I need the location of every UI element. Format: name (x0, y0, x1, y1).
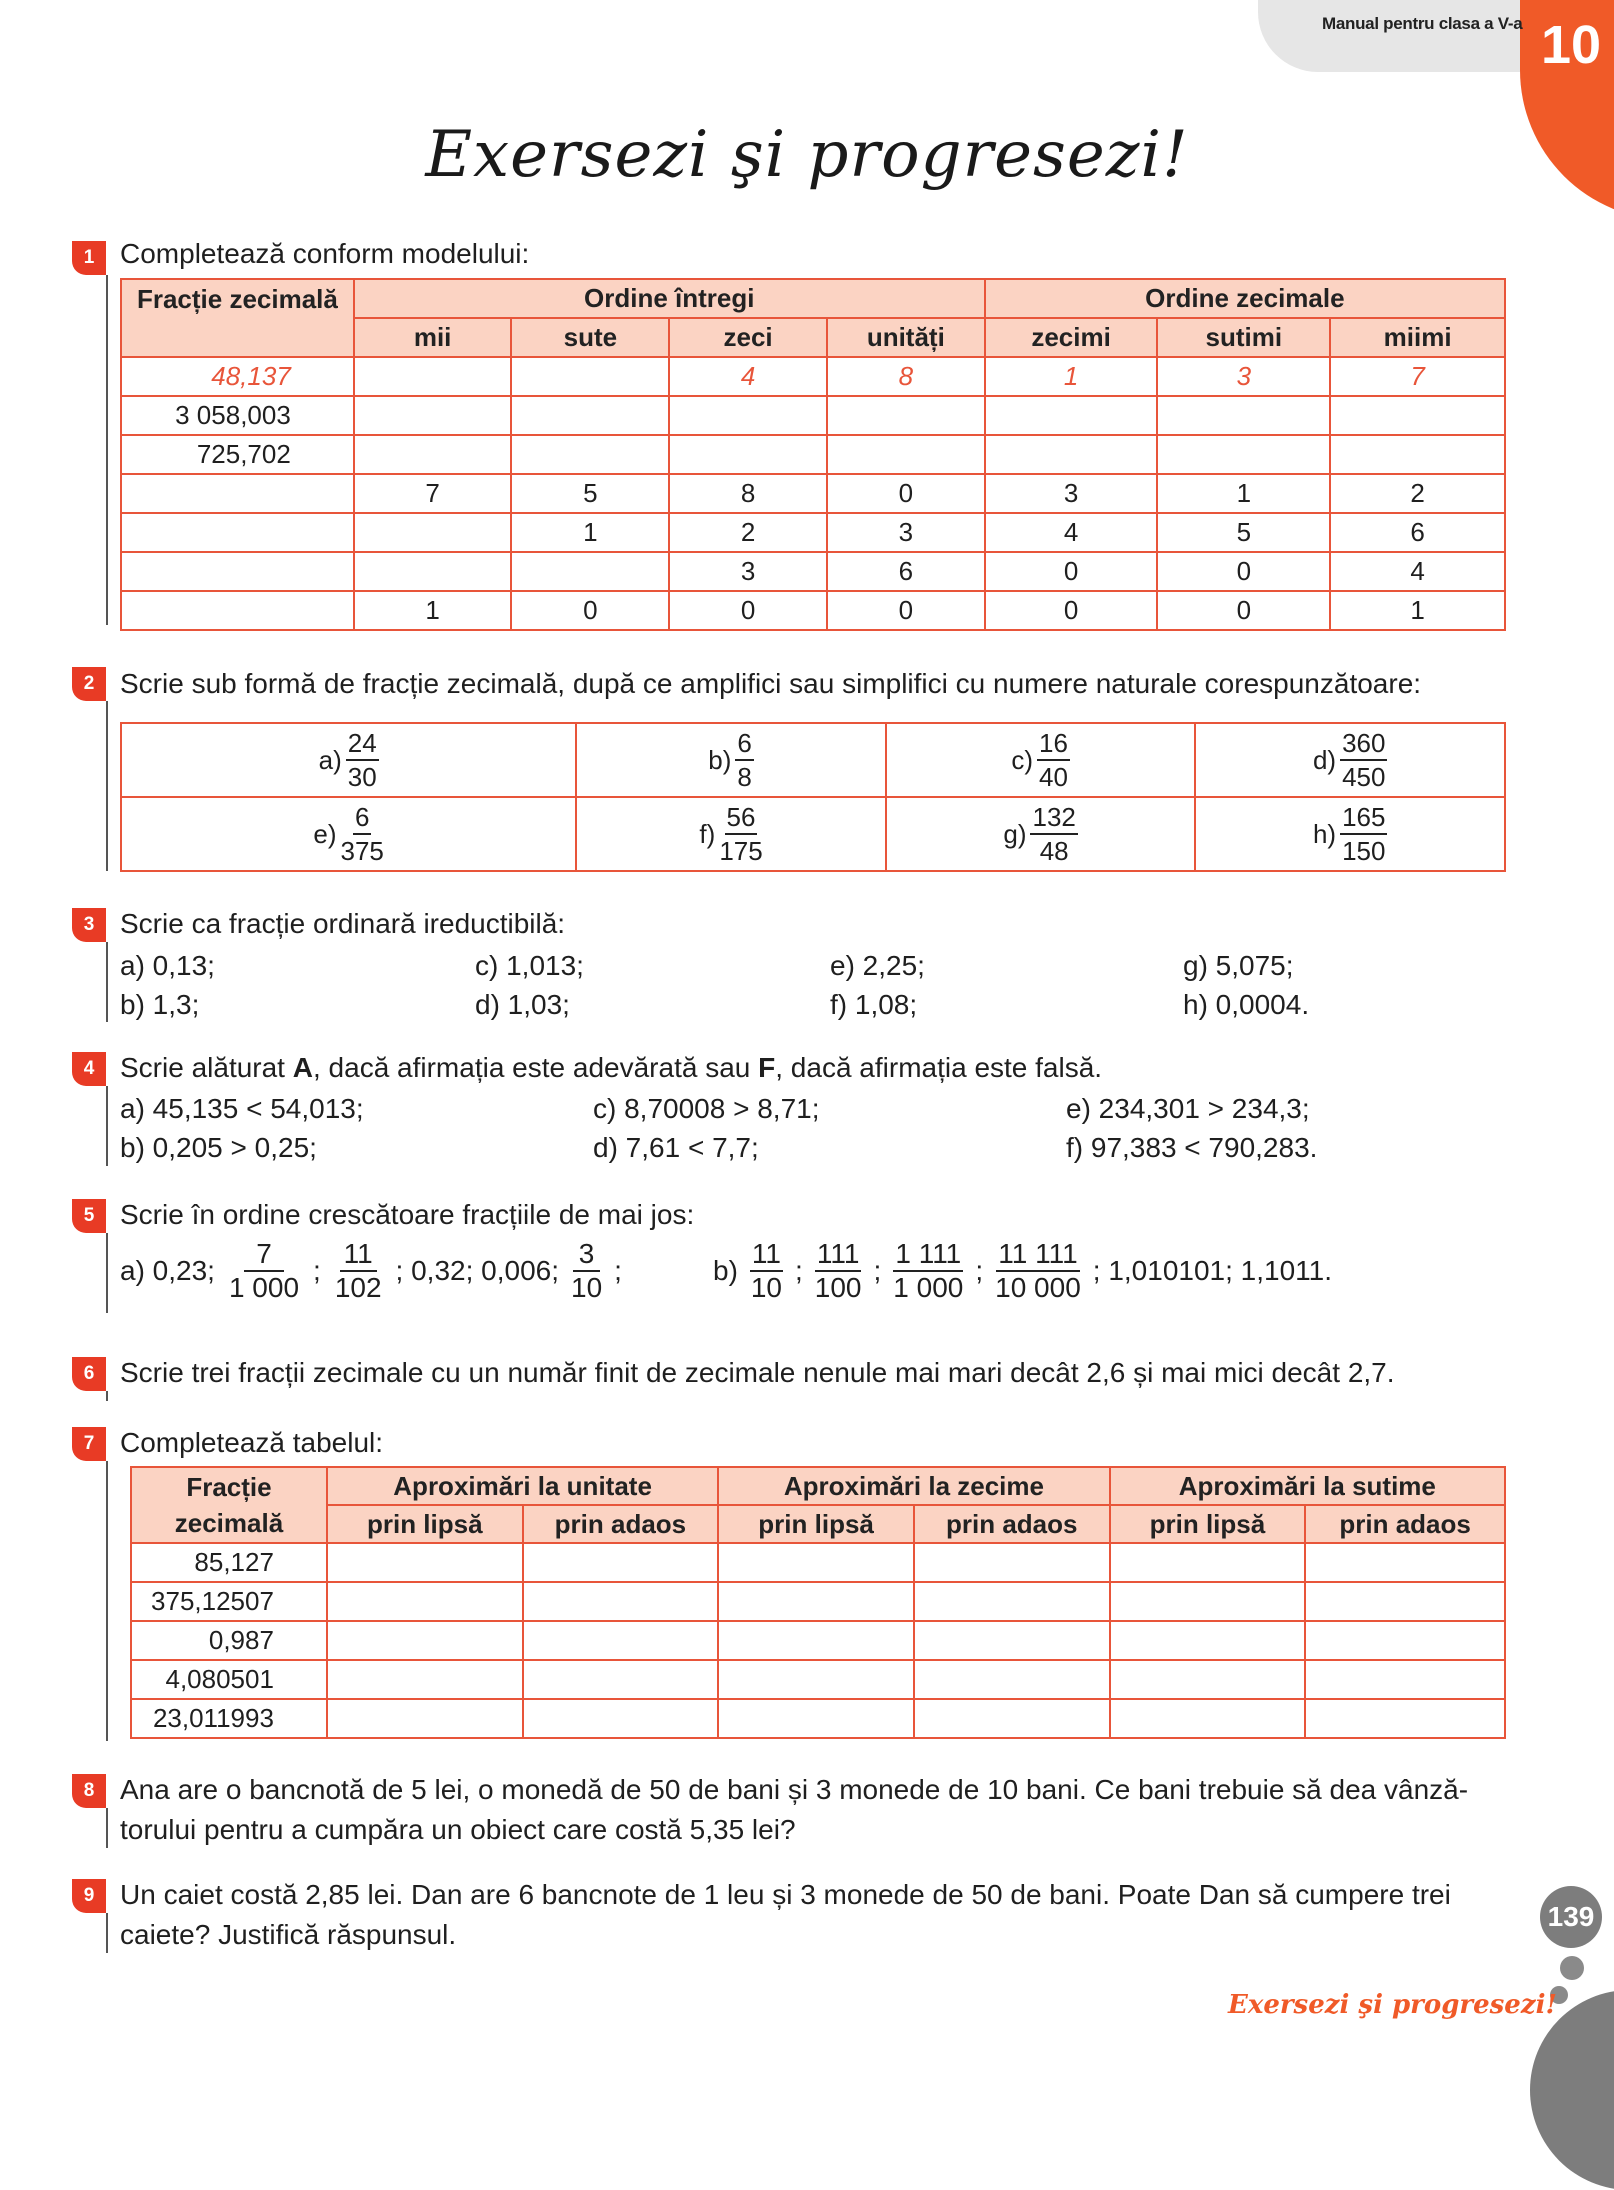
fraction-cell: 375,12507 (131, 1582, 327, 1621)
item-label: b) (708, 744, 732, 775)
digit-cell (827, 396, 985, 435)
answer-cell (1305, 1621, 1505, 1660)
digit-cell: 0 (1157, 591, 1330, 630)
fraction (735, 727, 753, 793)
digit-cell: 0 (827, 591, 985, 630)
digit-cell (511, 396, 669, 435)
decor-dot (1560, 1956, 1584, 1980)
fraction-cell (886, 723, 1196, 797)
item: f) 97,383 < 790,283. (1066, 1132, 1318, 1163)
sub-header: prin adaos (1305, 1505, 1505, 1543)
denominator: 150 (1342, 836, 1386, 866)
answer-cell (327, 1660, 523, 1699)
numerator: 56 (725, 801, 758, 835)
item: b) 0,205 > 0,25; (120, 1132, 317, 1163)
table-row (131, 1582, 1505, 1621)
fraction-cell (121, 513, 354, 552)
exercise-number: 4 (72, 1052, 106, 1086)
numerator: 6 (735, 727, 753, 761)
digit-cell: 7 (354, 474, 512, 513)
fraction-cell: 3 058,003 (121, 396, 354, 435)
approximation-table (130, 1466, 1506, 1739)
fraction (719, 801, 762, 867)
table-row (131, 1660, 1505, 1699)
answer-cell (1110, 1699, 1306, 1738)
digit-cell (827, 435, 985, 474)
list-a: a) 0,23; $\frac{7}{1 000}$ ; $\frac{11}{102}$ ; 0,32; 0,006; $\frac{3}{10}$ ; (120, 1238, 622, 1303)
item: e) 234,301 > 234,3; (1066, 1093, 1310, 1124)
table-row (131, 1543, 1505, 1582)
answer-cell (914, 1543, 1110, 1582)
exercise-text-line: Ana are o bancnotă de 5 lei, o monedă de 50 de bani și 3 monede de 10 bani. Ce bani trebuie să dea vânză- (120, 1774, 1469, 1805)
digit-cell: 1 (1157, 474, 1330, 513)
digit-cell: 6 (827, 552, 985, 591)
denominator: 450 (1342, 762, 1386, 792)
exercise-prompt: Scrie în ordine crescătoare fracțiile de mai jos: (120, 1199, 695, 1230)
digit-cell: 4 (669, 357, 827, 396)
item: a) 45,135 < 54,013; (120, 1093, 364, 1124)
table-row (131, 1621, 1505, 1660)
answer-cell (718, 1660, 914, 1699)
answer-cell (1305, 1699, 1505, 1738)
fraction: $\frac{1 111}{1 000}$ (893, 1238, 964, 1303)
numerator: 360 (1340, 727, 1387, 761)
fraction-cell (121, 474, 354, 513)
digit-cell: 4 (1330, 552, 1505, 591)
answer-cell (914, 1621, 1110, 1660)
digit-cell: 7 (1330, 357, 1505, 396)
answer-cell (327, 1582, 523, 1621)
answer-cell (523, 1582, 719, 1621)
answer-cell (914, 1660, 1110, 1699)
digit-cell: 0 (985, 591, 1158, 630)
answer-cell (914, 1582, 1110, 1621)
exercise-number: 2 (72, 667, 106, 701)
exercise-prompt: Scrie ca fracție ordinară ireductibilă: (120, 908, 566, 939)
exercise-rule (106, 1391, 108, 1401)
digit-cell (354, 513, 512, 552)
fraction (341, 801, 384, 867)
numerator: 16 (1037, 727, 1070, 761)
table-row (121, 797, 1505, 871)
table-row (121, 357, 1505, 396)
header-decimal-orders: Ordine zecimale (985, 279, 1505, 318)
digit-cell: 5 (1157, 513, 1330, 552)
table-row (121, 591, 1505, 630)
answer-cell (1110, 1582, 1306, 1621)
item: c) 1,013; (475, 950, 584, 981)
fraction (346, 727, 379, 793)
denominator: 48 (1039, 836, 1069, 866)
digit-cell: 3 (827, 513, 985, 552)
denominator: 40 (1039, 762, 1068, 792)
digit-cell: 0 (669, 591, 827, 630)
item-label: c) (1011, 744, 1033, 775)
fraction-cell (576, 797, 886, 871)
exercise-number: 8 (72, 1774, 106, 1808)
table-row (121, 552, 1505, 591)
header-fraction: Fracție zecimală (121, 279, 354, 357)
footer-title: Exersezi şi progresezi! (1228, 1990, 1557, 2020)
answer-cell (1305, 1543, 1505, 1582)
place-value-table (120, 278, 1506, 631)
digit-cell (1157, 435, 1330, 474)
digit-cell: 1 (354, 591, 512, 630)
table-row (121, 474, 1505, 513)
group-header: Aproximări la sutime (1110, 1467, 1505, 1505)
item: g) 5,075; (1183, 950, 1294, 981)
item-label: a) (318, 744, 342, 775)
list-b: b) $\frac{11}{10}$ ; $\frac{111}{100}$ ; $\frac{1 111}{1 000}$ ; $\frac{11 111}{10 000}$ ; 1,010101; 1,1011. (713, 1238, 1333, 1303)
answer-cell (1110, 1621, 1306, 1660)
fraction: $\frac{11 111}{10 000}$ (995, 1238, 1081, 1303)
digit-cell: 0 (511, 591, 669, 630)
digit-cell (511, 435, 669, 474)
sub-header: prin adaos (914, 1505, 1110, 1543)
answer-cell (1305, 1582, 1505, 1621)
numerator: 132 (1030, 801, 1077, 835)
digit-cell: 0 (1157, 552, 1330, 591)
digit-cell: 2 (1330, 474, 1505, 513)
fraction-cell: 85,127 (131, 1543, 327, 1582)
exercise-number: 3 (72, 908, 106, 942)
fraction (1340, 727, 1387, 793)
fraction-cell: 48,137 (121, 357, 354, 396)
item-label: f) (699, 818, 716, 849)
fraction-cell: 4,080501 (131, 1660, 327, 1699)
digit-cell (354, 552, 512, 591)
exercise-text-line: torului pentru a cumpăra un obiect care costă 5,35 lei? (120, 1814, 796, 1845)
digit-cell: 8 (669, 474, 827, 513)
sub-header: prin lipsă (718, 1505, 914, 1543)
page-title: Exersezi şi progresezi! (425, 118, 1189, 192)
exercise-number: 9 (72, 1879, 106, 1913)
fraction (1340, 801, 1387, 867)
item: b) 1,3; (120, 989, 200, 1020)
digit-cell (511, 357, 669, 396)
answer-cell (718, 1582, 914, 1621)
exercise-text-line: caiete? Justifică răspunsul. (120, 1919, 457, 1950)
item-label: e) (313, 818, 337, 849)
digit-cell: 3 (669, 552, 827, 591)
answer-cell (1110, 1660, 1306, 1699)
exercise-rule (106, 1808, 108, 1848)
digit-cell: 0 (827, 474, 985, 513)
fraction-cell (886, 797, 1196, 871)
table-row (121, 513, 1505, 552)
book-title: Manual pentru clasa a V-a (1322, 14, 1523, 33)
item: d) 1,03; (475, 989, 570, 1020)
group-header: Aproximări la zecime (718, 1467, 1109, 1505)
item: e) 2,25; (830, 950, 925, 981)
digit-cell: 4 (985, 513, 1158, 552)
fraction-cell: 725,702 (121, 435, 354, 474)
table-row (121, 396, 1505, 435)
exercise-rule (106, 1913, 108, 1953)
exercise-number: 1 (72, 241, 106, 275)
exercise-rule (106, 275, 108, 625)
answer-cell (1110, 1543, 1306, 1582)
fraction-cell (576, 723, 886, 797)
digit-cell: 3 (1157, 357, 1330, 396)
item: d) 7,61 < 7,7; (593, 1132, 759, 1163)
col-header: sute (511, 318, 669, 357)
fraction-cell (121, 591, 354, 630)
digit-cell (1330, 435, 1505, 474)
chapter-number: 10 (1540, 15, 1602, 75)
fraction (1037, 727, 1070, 793)
answer-cell (327, 1543, 523, 1582)
item-label: d) (1312, 744, 1337, 775)
exercise-prompt: Scrie trei fracții zecimale cu un număr finit de zecimale nenule mai mari decât 2,6 și mai mici decât 2,7. (120, 1357, 1395, 1388)
exercise-rule (106, 1086, 108, 1166)
answer-cell (327, 1621, 523, 1660)
fraction-cell: 23,011993 (131, 1699, 327, 1738)
numerator: 24 (346, 727, 379, 761)
denominator: 30 (347, 762, 377, 792)
answer-cell (523, 1543, 719, 1582)
digit-cell (669, 435, 827, 474)
fractions-table (120, 722, 1506, 872)
numerator: 6 (353, 801, 371, 835)
col-header: mii (354, 318, 512, 357)
fraction-cell (1195, 797, 1505, 871)
digit-cell (985, 396, 1158, 435)
answer-cell (523, 1621, 719, 1660)
exercise-prompt: Completează tabelul: (120, 1427, 384, 1458)
item: a) 0,13; (120, 950, 215, 981)
header-whole-orders: Ordine întregi (354, 279, 985, 318)
item: c) 8,70008 > 8,71; (593, 1093, 820, 1124)
page-number: 139 (1540, 1886, 1602, 1948)
exercise-rule (106, 701, 108, 871)
item-label: h) (1312, 818, 1337, 849)
digit-cell (669, 396, 827, 435)
numerator: 165 (1340, 801, 1387, 835)
col-header: sutimi (1157, 318, 1330, 357)
digit-cell (354, 396, 512, 435)
table-row (121, 723, 1505, 797)
exercise-rule (106, 1461, 108, 1741)
fraction: $\frac{7}{1 000}$ (228, 1238, 300, 1303)
exercise-prompt: Completează conform modelului: (120, 238, 530, 269)
answer-cell (718, 1621, 914, 1660)
digit-cell: 3 (985, 474, 1158, 513)
exercise-text-line: Un caiet costă 2,85 lei. Dan are 6 bancnote de 1 leu și 3 monede de 50 de bani. Poate Dan să cumpere trei (120, 1879, 1451, 1910)
fraction-cell (121, 723, 576, 797)
digit-cell (511, 552, 669, 591)
digit-cell (354, 435, 512, 474)
exercise-rule (106, 942, 108, 1022)
digit-cell (1157, 396, 1330, 435)
exercise-prompt: Scrie alăturat A, dacă afirmația este adevărată sau F, dacă afirmația este falsă. (120, 1052, 1103, 1083)
sub-header: prin lipsă (327, 1505, 523, 1543)
digit-cell: 0 (985, 552, 1158, 591)
digit-cell: 8 (827, 357, 985, 396)
item: h) 0,0004. (1183, 989, 1310, 1020)
fraction: $\frac{111}{100}$ (814, 1238, 862, 1303)
answer-cell (718, 1699, 914, 1738)
header-fraction: Fracție zecimală (131, 1467, 327, 1543)
sub-header: prin adaos (523, 1505, 719, 1543)
col-header: zecimi (985, 318, 1158, 357)
digit-cell: 2 (669, 513, 827, 552)
exercise-number: 6 (72, 1357, 106, 1391)
fraction-cell (1195, 723, 1505, 797)
fraction (1030, 801, 1077, 867)
answer-cell (1305, 1660, 1505, 1699)
fraction: $\frac{11}{102}$ (334, 1238, 382, 1303)
digit-cell: 1 (511, 513, 669, 552)
answer-cell (327, 1699, 523, 1738)
exercise-number: 5 (72, 1199, 106, 1233)
sub-header: prin lipsă (1110, 1505, 1306, 1543)
fraction-cell: 0,987 (131, 1621, 327, 1660)
fraction: $\frac{3}{10}$ (571, 1238, 603, 1303)
table-row (121, 435, 1505, 474)
answer-cell (523, 1660, 719, 1699)
fraction: $\frac{11}{10}$ (750, 1238, 783, 1303)
exercise-prompt: Scrie sub formă de fracție zecimală, după ce amplifici sau simplifici cu numere naturale corespunzătoare: (120, 668, 1422, 699)
digit-cell: 1 (1330, 591, 1505, 630)
answer-cell (914, 1699, 1110, 1738)
col-header: zeci (669, 318, 827, 357)
digit-cell (1330, 396, 1505, 435)
fraction-cell (121, 797, 576, 871)
fraction-cell (121, 552, 354, 591)
answer-cell (523, 1699, 719, 1738)
digit-cell: 1 (985, 357, 1158, 396)
digit-cell (985, 435, 1158, 474)
col-header: miimi (1330, 318, 1505, 357)
table-row (131, 1699, 1505, 1738)
digit-cell: 6 (1330, 513, 1505, 552)
item-label: g) (1003, 818, 1027, 849)
footer-corner (1530, 1990, 1614, 2190)
digit-cell: 5 (511, 474, 669, 513)
digit-cell (354, 357, 512, 396)
denominator: 375 (340, 836, 384, 866)
denominator: 175 (719, 836, 763, 866)
exercise-rule (106, 1233, 108, 1313)
exercise-number: 7 (72, 1427, 106, 1461)
col-header: unități (827, 318, 985, 357)
group-header: Aproximări la unitate (327, 1467, 718, 1505)
item: f) 1,08; (830, 989, 918, 1020)
denominator: 8 (737, 762, 752, 792)
answer-cell (718, 1543, 914, 1582)
